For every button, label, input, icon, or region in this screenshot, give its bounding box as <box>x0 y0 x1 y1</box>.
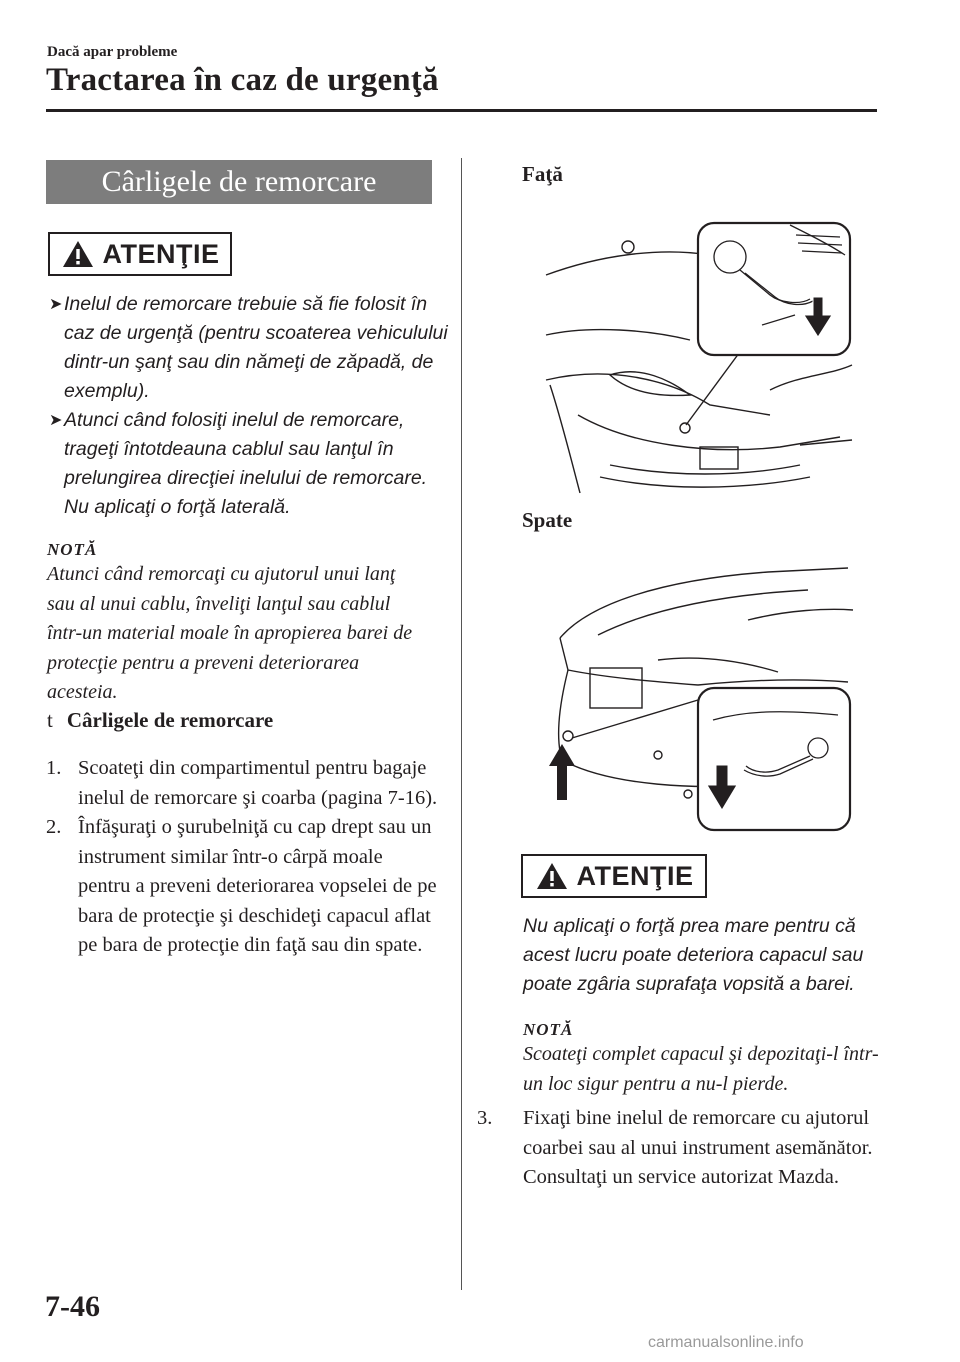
warning-label: ATENŢIE <box>576 860 694 891</box>
step-item <box>477 1104 887 1193</box>
step-number: 3. <box>477 1107 493 1129</box>
step-number: 1. <box>46 757 62 779</box>
subsection-marker-icon: t <box>47 708 53 732</box>
rear-bumper-illustration <box>548 560 858 835</box>
note-text: Scoateţi complet capacul şi depozitaţi-l într-un loc sigur pentru a nu-l pierde. <box>523 1043 879 1095</box>
step-text: Consultaţi un service autorizat Mazda. <box>523 1166 839 1188</box>
watermark: carmanualsonline.info <box>648 1334 804 1351</box>
warning-box <box>48 232 232 276</box>
step-text: Scoateţi din compartimentul pentru bagaje inelul de remorcare şi coarba (pagina 7-16). <box>78 757 438 809</box>
note-title: NOTĂ <box>47 540 98 559</box>
warning-item <box>49 406 449 522</box>
page-number: 7-46 <box>45 1290 100 1323</box>
warning-item-text: Inelul de remorcare trebuie să fie folosit în caz de urgenţă (pentru scoaterea vehiculului dintr-un şanţ sau din nămeţi de zăpadă, de exemplu). <box>64 293 448 402</box>
subsection-heading <box>47 708 273 733</box>
arrow-bullet-icon: ➤ <box>49 296 63 313</box>
section-banner: Cârligele de remorcare <box>46 160 432 204</box>
warning-box <box>521 854 707 898</box>
warning-triangle-icon <box>535 861 569 891</box>
step-text: Înfăşuraţi o şurubelniţă cu cap drept sau un instrument similar într-o cârpă moale pentru a preveni deteriorarea vopselei de pe bara de protecţie şi deschideţi capacul aflat pe bara de protecţie din faţă sau din spate. <box>78 816 437 956</box>
note-block <box>523 1020 883 1099</box>
step-text: Fixaţi bine inelul de remorcare cu ajutorul coarbei sau al unui instrument asemănător. <box>523 1107 873 1159</box>
warning-text: Nu aplicaţi o forţă prea mare pentru că acest lucru poate deteriora capacul sau poate zgâria suprafaţa vopsită a barei. <box>523 915 864 995</box>
column-divider <box>461 158 462 1290</box>
step-item <box>46 754 438 813</box>
breadcrumb: Dacă apar probleme <box>47 44 178 60</box>
header-rule <box>46 109 877 112</box>
step-item <box>46 813 438 961</box>
front-figure-label: Faţă <box>522 162 563 186</box>
warning-item-text: Atunci când folosiţi inelul de remorcare, trageţi întotdeauna cablul sau lanţul în prelungirea direcţiei inelului de remorcare. Nu aplicaţi o forţă laterală. <box>64 409 428 518</box>
warning-triangle-icon <box>61 239 95 269</box>
step-number: 2. <box>46 816 62 838</box>
step-list <box>46 754 438 961</box>
chapter-title: Tractarea în caz de urgenţă <box>46 62 439 98</box>
note-text: Atunci când remorcaţi cu ajutorul unui lanţ sau al unui cablu, înveliţi lanţul sau cablul într-un material moale în apropierea barei de protecţie pentru a preveni deteriorarea acesteia. <box>47 563 413 703</box>
subsection-title: Cârligele de remorcare <box>66 708 274 732</box>
arrow-bullet-icon: ➤ <box>49 412 63 429</box>
step-list <box>477 1104 887 1193</box>
warning-item <box>49 290 449 406</box>
warning-list <box>49 290 449 522</box>
warning-label: ATENŢIE <box>102 238 220 269</box>
up-arrow-icon <box>549 744 575 800</box>
note-block <box>47 540 427 708</box>
note-title: NOTĂ <box>523 1020 574 1039</box>
front-bumper-illustration <box>540 215 855 495</box>
rear-figure-label: Spate <box>522 508 573 532</box>
